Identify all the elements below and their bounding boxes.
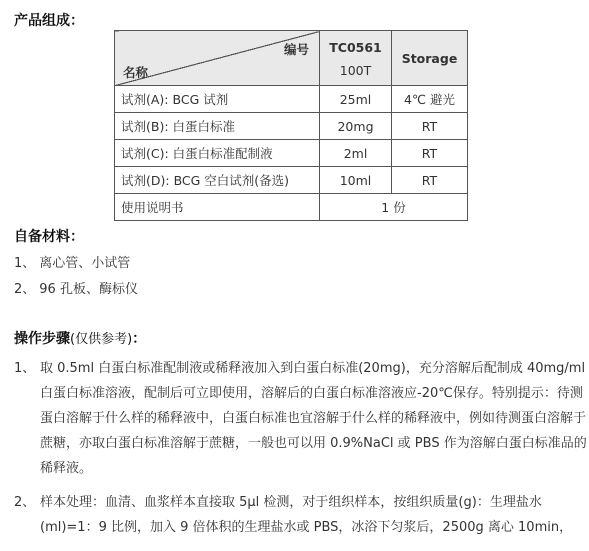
- table-row: [115, 113, 468, 140]
- row-storage: 4℃ 避光: [392, 86, 468, 113]
- list-item: [14, 278, 138, 297]
- step-number: 1、: [14, 361, 36, 376]
- row-amount: 1 份: [320, 194, 468, 221]
- row-amount: 2ml: [320, 140, 392, 167]
- heading-procedure: [14, 328, 146, 348]
- row-name: 试剂(A): BCG 试剂: [115, 86, 320, 113]
- list-item-number: 1、: [14, 256, 36, 271]
- header-storage: Storage: [392, 31, 468, 86]
- list-item: [14, 252, 130, 271]
- composition-table: [114, 30, 468, 221]
- header-product-size: 100T: [339, 63, 372, 78]
- table-row: [115, 167, 468, 194]
- row-name: 试剂(B): 白蛋白标准: [115, 113, 320, 140]
- row-name: 试剂(C): 白蛋白标准配制液: [115, 140, 320, 167]
- step-text: 取 0.5ml 白蛋白标准配制液或稀释液加入到白蛋白标准(20mg)，充分溶解后配制成 40mg/ml 白蛋白标准溶液，配制后可立即使用，溶解后的白蛋白标准溶液应-20℃保存。特别提示：待测蛋白溶解于什么样的稀释液中，白蛋白标准也宜溶解于什么样的稀释液中，例如待测蛋白溶解于蔗糖，亦取白蛋白标准溶解于蔗糖，一般也可以用 0.9%NaCl 或 PBS 作为溶解白蛋白标准品的稀释液。: [40, 361, 587, 476]
- row-name: 使用说明书: [115, 194, 320, 221]
- row-storage: RT: [392, 113, 468, 140]
- step-text: 样本处理：血清、血浆样本直接取 5μl 检测，对于组织样本，按组织质量(g)：生理盐水(ml)=1：9 比例，加入 9 倍体积的生理盐水或 PBS，冰浴下匀浆后，2500g 离心 10min，: [40, 495, 573, 535]
- corner-label-name: 名称: [123, 65, 149, 80]
- step-item: [14, 356, 589, 486]
- table-row: [115, 86, 468, 113]
- row-amount: 20mg: [320, 113, 392, 140]
- table-row: [115, 140, 468, 167]
- row-amount: 25ml: [320, 86, 392, 113]
- list-item-text: 离心管、小试管: [39, 256, 131, 271]
- procedure-colon: ：: [132, 331, 147, 347]
- table-row-manual: [115, 194, 468, 221]
- header-product-code: TC0561: [329, 40, 382, 55]
- header-product-cell: [320, 31, 392, 86]
- heading-composition: 产品组成：: [14, 13, 84, 29]
- corner-label-code: 编号: [283, 42, 309, 57]
- procedure-title: 操作步骤: [14, 331, 70, 347]
- row-amount: 10ml: [320, 167, 392, 194]
- procedure-note: (仅供参考): [70, 332, 133, 347]
- row-storage: RT: [392, 167, 468, 194]
- row-name: 试剂(D): BCG 空白试剂(备选): [115, 167, 320, 194]
- step-number: 2、: [14, 495, 36, 510]
- row-storage: RT: [392, 140, 468, 167]
- table-corner-cell: [115, 31, 320, 86]
- list-item-text: 96 孔板、酶标仪: [39, 282, 138, 297]
- heading-materials: 自备材料：: [14, 229, 84, 245]
- list-item-number: 2、: [14, 282, 36, 297]
- step-item: [14, 490, 589, 550]
